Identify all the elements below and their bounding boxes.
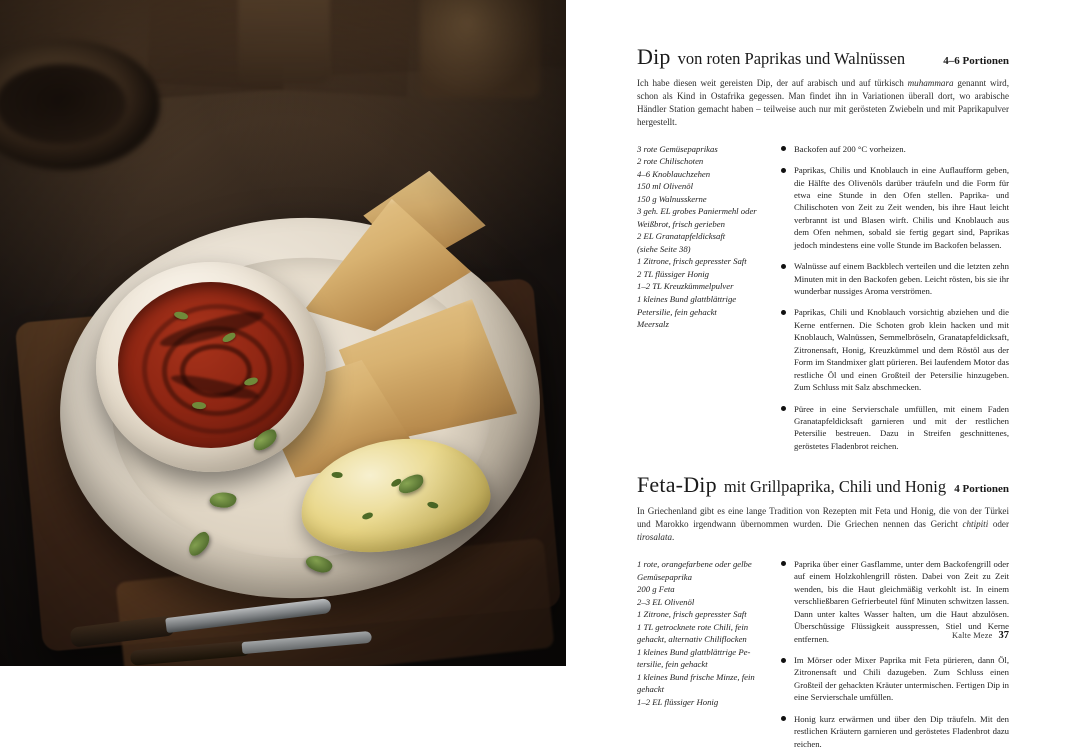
recipe-title xyxy=(637,44,1009,70)
bullet-icon xyxy=(781,168,786,173)
recipe-title xyxy=(637,472,1009,498)
ingredient-item: 1 Zitrone, frisch gepresster Saft xyxy=(637,256,747,267)
recipe-intro: In Griechenland gibt es eine lange Tradition von Rezepten mit Feta und Honig, die von der Türkei und Marokko irgendwann übernommen wurden. Die Griechen nennen das Gericht chtipiti oder tirosalata. xyxy=(637,506,1009,543)
step-item xyxy=(781,306,1009,393)
ingredient-item: 2 EL Granatapfeldicksaft xyxy=(637,231,726,242)
recipe-title-main: Feta-Dip xyxy=(637,472,717,498)
ingredient-item-cont: gehackt xyxy=(637,684,665,695)
step-text: Paprikas, Chilis und Knoblauch in eine Auflaufform geben, die Hälfte des Olivenöls darüber träufeln und die Form für etwa eine Stunde in den Ofen stellen. Paprika- und Chilischoten von Zeit zu Zeit wenden, bis ihre Haut leicht verbrannt ist und Blasen wirft. Chilis und Knoblauch aus dem Ofen nehmen, sobald sie fertig gegart sind, Paprikas jedoch mindestens eine volle Stunde im Backofen belassen. xyxy=(794,165,1009,250)
step-text: Backofen auf 200 °C vorheizen. xyxy=(794,143,906,154)
step-item xyxy=(781,403,1009,453)
recipe-title-sub: mit Grillpaprika, Chili und Honig xyxy=(723,477,947,497)
ingredient-item-cont: tersilie, fein gehackt xyxy=(637,659,708,670)
recipe-body xyxy=(637,143,1009,453)
background-mug xyxy=(238,0,330,84)
background-jar xyxy=(420,0,540,98)
recipe-feta-dip xyxy=(637,472,1009,750)
page-footer xyxy=(952,630,1009,641)
ingredient-item: 1 Zitrone, frisch gepresster Saft xyxy=(637,609,747,620)
recipe-title-sub: von roten Paprikas und Walnüssen xyxy=(677,49,906,68)
step-text: Walnüsse auf einem Backblech verteilen und die letzten zehn Minuten mit in den Backofen geben. Leicht rösten, bis sie ihr wunderbar nussiges Aroma verströmen. xyxy=(794,261,1009,296)
ingredients-list xyxy=(637,143,764,453)
steps-list xyxy=(781,558,1009,750)
step-text: Püree in eine Servierschale umfüllen, mit einem Faden Granatapfeldicksaft garnieren und mit der restlichen Petersilie bestreuen. Dazu in Streifen geschnittenes, geröstetes Fladenbrot reichen. xyxy=(794,403,1009,451)
ingredient-item: Meersalz xyxy=(637,319,669,330)
bullet-icon xyxy=(781,146,786,151)
page-number: 37 xyxy=(998,630,1009,641)
bullet-icon xyxy=(781,561,786,566)
ingredient-item: 1–2 EL flüssiger Honig xyxy=(637,696,719,707)
bullet-icon xyxy=(781,406,786,411)
recipe-portions: 4–6 Portionen xyxy=(943,55,1009,67)
step-item xyxy=(781,164,1009,251)
herb-garnish xyxy=(427,500,439,509)
ingredient-item: 150 ml Olivenöl xyxy=(637,181,693,192)
step-text: Paprikas, Chili und Knoblauch vorsichtig abziehen und die Kerne entfernen. Die Schoten grob klein hacken und mit Knoblauch, Walnüssen, Semmelbröseln, Granatapfeldicksaft, Zitronensaft, Honig, Kreuzkümmel und dem Röstöl aus der Form im Standmixer glatt pürieren. Bei laufendem Motor das restliche Öl und einen Großteil der Petersilie hinzugeben. Zum Schluss mit Salz abschmecken. xyxy=(794,307,1009,393)
bullet-icon xyxy=(781,264,786,269)
step-item xyxy=(781,143,1009,155)
ingredient-item: 1 TL getrocknete rote Chili, fein xyxy=(637,621,749,632)
ingredient-item-cont: Petersilie, fein gehackt xyxy=(637,306,717,317)
step-item xyxy=(781,713,1009,750)
step-text: Im Mörser oder Mixer Paprika mit Feta pürieren, dann Öl, Zitronensaft und Chili dazugeben. Zum Schluss einen Großteil der gehackten Kräuter untermischen. Fertigen Dip in eine Servierschale umfüllen. xyxy=(794,655,1009,703)
recipe-portions: 4 Portionen xyxy=(954,483,1009,496)
bullet-icon xyxy=(781,310,786,315)
ingredient-item-cont: (siehe Seite 38) xyxy=(637,243,691,254)
step-item xyxy=(781,260,1009,297)
steps-list xyxy=(781,143,1009,453)
ingredient-item: 2–3 EL Olivenöl xyxy=(637,596,695,607)
ingredient-item-cont: gehackt, alternativ Chiliflocken xyxy=(637,634,747,645)
recipe-body xyxy=(637,558,1009,750)
ingredient-item: 1 rote, orangefarbene oder gelbe xyxy=(637,558,752,569)
ingredient-item: 1 kleines Bund frische Minze, fein xyxy=(637,671,755,682)
ingredient-item: 150 g Walnusskerne xyxy=(637,193,707,204)
recipe-photo xyxy=(0,0,566,666)
ingredient-item: 1 kleines Bund glattblättrige Pe- xyxy=(637,646,751,657)
ingredient-item-cont: Weißbrot, frisch gerieben xyxy=(637,218,725,229)
herb-garnish xyxy=(361,512,373,520)
ingredient-item: 2 TL flüssiger Honig xyxy=(637,268,710,279)
recipe-dip-paprika-walnuss xyxy=(637,44,1009,452)
recipe-text-page xyxy=(566,0,1077,749)
bullet-icon xyxy=(781,658,786,663)
step-text: Paprika über einer Gasflamme, unter dem Backofengrill oder auf einem Holzkohlengrill rösten. Dabei von Zeit zu Zeit wenden, bis die Haut gleichmäßig verkohlt ist. In einem verschließbaren Gefrierbeutel fünf Minuten schwitzen lassen. Dann unter kaltes Wasser halten, um die Haut abzulösen. Überschüssige Flüssigkeit ausspressen, Stiel und Kerne entfernen. xyxy=(794,558,1009,644)
herb-garnish xyxy=(331,471,343,479)
bullet-icon xyxy=(781,716,786,721)
ingredient-item: 4–6 Knoblauchzehen xyxy=(637,168,711,179)
ingredient-item: 200 g Feta xyxy=(637,584,675,595)
page-content xyxy=(637,44,1009,750)
step-text: Honig kurz erwärmen und über den Dip träufeln. Mit den restlichen Kräutern garnieren und geröstetes Fladenbrot dazu reichen. xyxy=(794,713,1009,749)
footer-section-label: Kalte Meze xyxy=(952,631,993,640)
ingredient-item-cont: Gemüsepaprika xyxy=(637,571,693,582)
step-item xyxy=(781,654,1009,704)
ingredient-item: 1–2 TL Kreuzkümmelpulver xyxy=(637,281,734,292)
recipe-title-main: Dip xyxy=(637,44,671,69)
red-pepper-walnut-dip xyxy=(118,282,304,448)
recipe-intro: Ich habe diesen weit gereisten Dip, der auf arabisch und auf türkisch muhammara genannt wird, schon als Kind in Ostafrika gegessen. Man findet ihn in Variationen überall dort, wo arabische Händler Station gemacht haben – teilweise auch nur mit gerösteten Zwiebeln und mit Paprikapulver hergestellt. xyxy=(637,78,1009,127)
ingredient-item: 3 geh. EL grobes Paniermehl oder xyxy=(637,206,757,217)
ingredient-item: 1 kleines Bund glattblättrige xyxy=(637,294,737,304)
dip-bowl xyxy=(96,262,326,472)
ingredient-item: 2 rote Chilischoten xyxy=(637,156,704,167)
ingredient-item: 3 rote Gemüsepaprikas xyxy=(637,143,718,154)
ingredients-list xyxy=(637,558,764,750)
